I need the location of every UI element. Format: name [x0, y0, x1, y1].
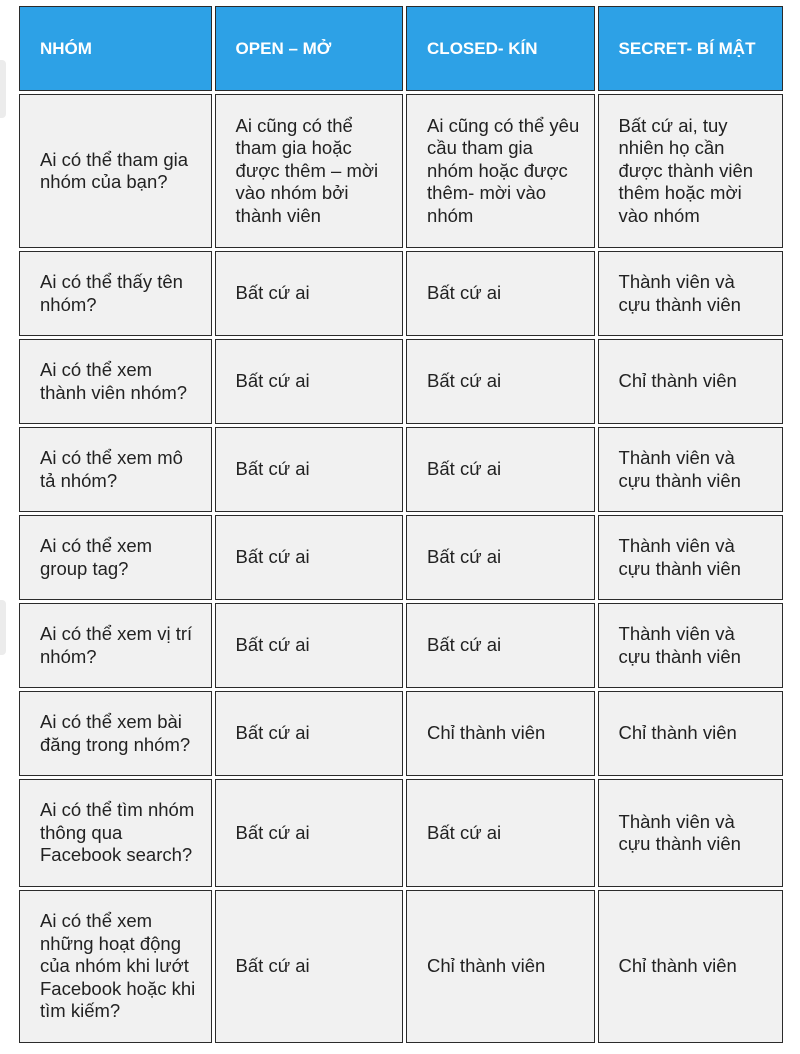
question-cell: Ai có thể xem thành viên nhóm?	[19, 339, 212, 424]
secret-cell: Thành viên và cựu thành viên	[598, 427, 783, 512]
table-row	[19, 779, 783, 887]
table-row	[19, 603, 783, 688]
secret-cell: Thành viên và cựu thành viên	[598, 779, 783, 887]
secret-cell: Thành viên và cựu thành viên	[598, 251, 783, 336]
open-cell: Bất cứ ai	[215, 515, 403, 600]
question-cell: Ai có thể xem những hoạt động của nhóm khi lướt Facebook hoặc khi tìm kiếm?	[19, 890, 212, 1043]
table-row	[19, 691, 783, 776]
question-cell: Ai có thể xem group tag?	[19, 515, 212, 600]
table-row	[19, 427, 783, 512]
open-cell: Bất cứ ai	[215, 603, 403, 688]
open-cell: Bất cứ ai	[215, 779, 403, 887]
left-edge-tab-bottom	[0, 600, 6, 655]
open-cell: Bất cứ ai	[215, 427, 403, 512]
table-row	[19, 94, 783, 248]
table-header-row	[19, 6, 783, 91]
closed-cell: Bất cứ ai	[406, 603, 594, 688]
question-cell: Ai có thể tham gia nhóm của bạn?	[19, 94, 212, 248]
left-edge-tab-top	[0, 60, 6, 118]
table-row	[19, 890, 783, 1043]
closed-cell: Bất cứ ai	[406, 251, 594, 336]
open-cell: Bất cứ ai	[215, 339, 403, 424]
header-closed: CLOSED- KÍN	[406, 6, 594, 91]
group-privacy-table	[16, 3, 786, 1046]
header-group: NHÓM	[19, 6, 212, 91]
open-cell: Bất cứ ai	[215, 251, 403, 336]
closed-cell: Chỉ thành viên	[406, 890, 594, 1043]
closed-cell: Ai cũng có thể yêu cầu tham gia nhóm hoặc được thêm- mời vào nhóm	[406, 94, 594, 248]
secret-cell: Chỉ thành viên	[598, 339, 783, 424]
table-row	[19, 251, 783, 336]
closed-cell: Chỉ thành viên	[406, 691, 594, 776]
open-cell: Ai cũng có thể tham gia hoặc được thêm – mời vào nhóm bởi thành viên	[215, 94, 403, 248]
question-cell: Ai có thể tìm nhóm thông qua Facebook search?	[19, 779, 212, 887]
closed-cell: Bất cứ ai	[406, 427, 594, 512]
secret-cell: Chỉ thành viên	[598, 691, 783, 776]
open-cell: Bất cứ ai	[215, 890, 403, 1043]
closed-cell: Bất cứ ai	[406, 339, 594, 424]
secret-cell: Bất cứ ai, tuy nhiên họ cần được thành viên thêm hoặc mời vào nhóm	[598, 94, 783, 248]
closed-cell: Bất cứ ai	[406, 515, 594, 600]
closed-cell: Bất cứ ai	[406, 779, 594, 887]
question-cell: Ai có thể xem bài đăng trong nhóm?	[19, 691, 212, 776]
table-row	[19, 515, 783, 600]
open-cell: Bất cứ ai	[215, 691, 403, 776]
question-cell: Ai có thể thấy tên nhóm?	[19, 251, 212, 336]
secret-cell: Thành viên và cựu thành viên	[598, 515, 783, 600]
question-cell: Ai có thể xem vị trí nhóm?	[19, 603, 212, 688]
question-cell: Ai có thể xem mô tả nhóm?	[19, 427, 212, 512]
header-open: OPEN – MỞ	[215, 6, 403, 91]
header-secret: SECRET- BÍ MẬT	[598, 6, 783, 91]
table-row	[19, 339, 783, 424]
secret-cell: Chỉ thành viên	[598, 890, 783, 1043]
secret-cell: Thành viên và cựu thành viên	[598, 603, 783, 688]
